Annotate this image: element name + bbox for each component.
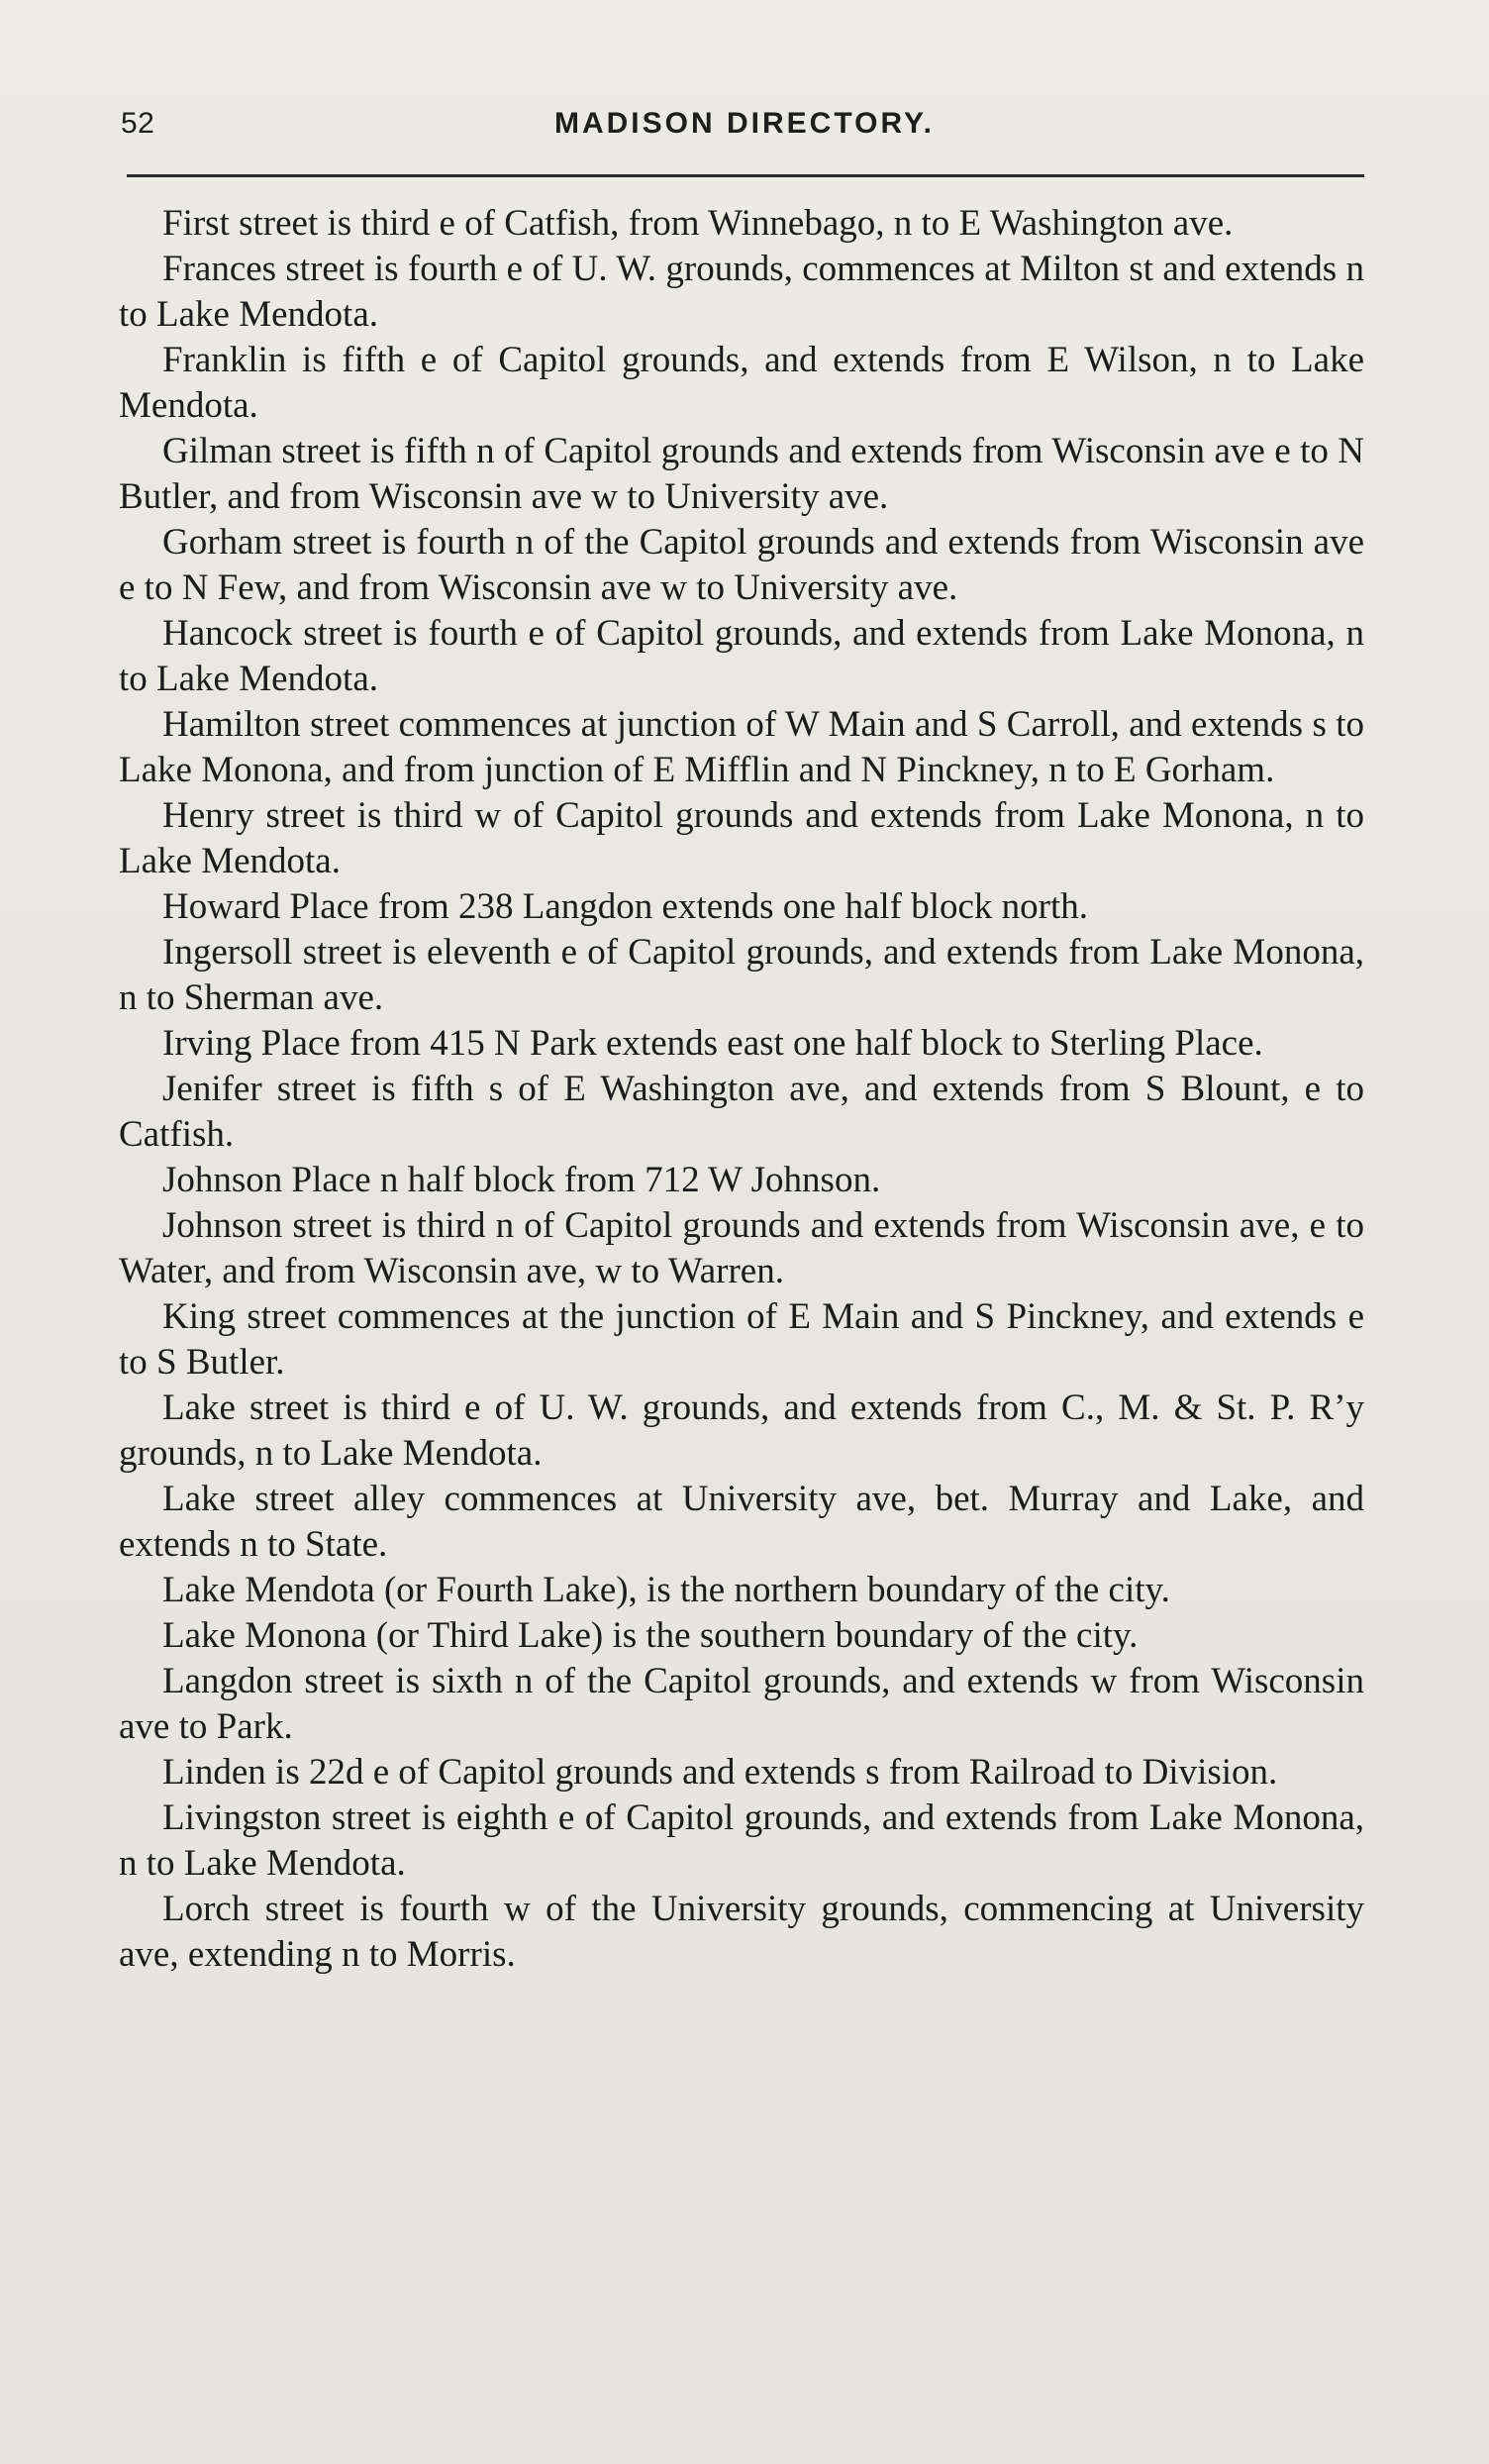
street-entry: Lake street is third e of U. W. grounds, and extends from C., M. & St. P. R’y grounds, n to Lake Mendota. [119, 1387, 1364, 1474]
street-entry: Ingersoll street is eleventh e of Capitol grounds, and extends from Lake Monona, n to Sherman ave. [119, 932, 1364, 1018]
street-entry: Gorham street is fourth n of the Capitol grounds and extends from Wisconsin ave e to N Few, and from Wisconsin ave w to University ave. [119, 522, 1364, 608]
street-entry: Franklin is fifth e of Capitol grounds, and extends from E Wilson, n to Lake Mendota. [119, 340, 1364, 426]
street-entry: King street commences at the junction of E Main and S Pinckney, and extends e to S Butler. [119, 1296, 1364, 1383]
street-entry: Livingston street is eighth e of Capitol grounds, and extends from Lake Monona, n to Lake Mendota. [119, 1797, 1364, 1884]
street-entry: Frances street is fourth e of U. W. grounds, commences at Milton st and extends n to Lake Mendota. [119, 249, 1364, 335]
street-entry: First street is third e of Catfish, from Winnebago, n to E Washington ave. [162, 203, 1234, 244]
street-entry: Henry street is third w of Capitol grounds and extends from Lake Monona, n to Lake Mendota. [119, 795, 1364, 881]
street-entry: Howard Place from 238 Langdon extends one half block north. [162, 886, 1089, 927]
street-entry: Langdon street is sixth n of the Capitol grounds, and extends w from Wisconsin ave to Park. [119, 1661, 1364, 1747]
page-number: 52 [121, 107, 155, 140]
street-entry: Gilman street is fifth n of Capitol grounds and extends from Wisconsin ave e to N Butler, and from Wisconsin ave w to University ave. [119, 431, 1364, 517]
street-entry: Jenifer street is fifth s of E Washington ave, and extends from S Blount, e to Catfish. [119, 1069, 1364, 1155]
street-entry: Lake street alley commences at University ave, bet. Murray and Lake, and extends n to State. [119, 1479, 1364, 1565]
street-entry: Johnson Place n half block from 712 W Johnson. [162, 1160, 881, 1200]
street-entry: Lorch street is fourth w of the University grounds, commencing at University ave, extending n to Morris. [119, 1889, 1364, 1975]
street-entry: Lake Monona (or Third Lake) is the southern boundary of the city. [162, 1615, 1139, 1656]
running-head: MADISON DIRECTORY. [553, 107, 936, 140]
street-entry: Johnson street is third n of Capitol grounds and extends from Wisconsin ave, e to Water, and from Wisconsin ave, w to Warren. [119, 1205, 1364, 1291]
street-entry: Linden is 22d e of Capitol grounds and extends s from Railroad to Division. [162, 1752, 1278, 1793]
street-entries [119, 201, 1364, 1978]
street-entry: Hamilton street commences at junction of W Main and S Carroll, and extends s to Lake Monona, and from junction of E Mifflin and N Pinckney, n to E Gorham. [119, 704, 1364, 790]
street-entry: Hancock street is fourth e of Capitol grounds, and extends from Lake Monona, n to Lake Mendota. [119, 613, 1364, 699]
street-entry: Irving Place from 415 N Park extends east one half block to Sterling Place. [162, 1023, 1263, 1064]
header-rule [127, 174, 1364, 177]
street-entry: Lake Mendota (or Fourth Lake), is the northern boundary of the city. [162, 1570, 1170, 1610]
